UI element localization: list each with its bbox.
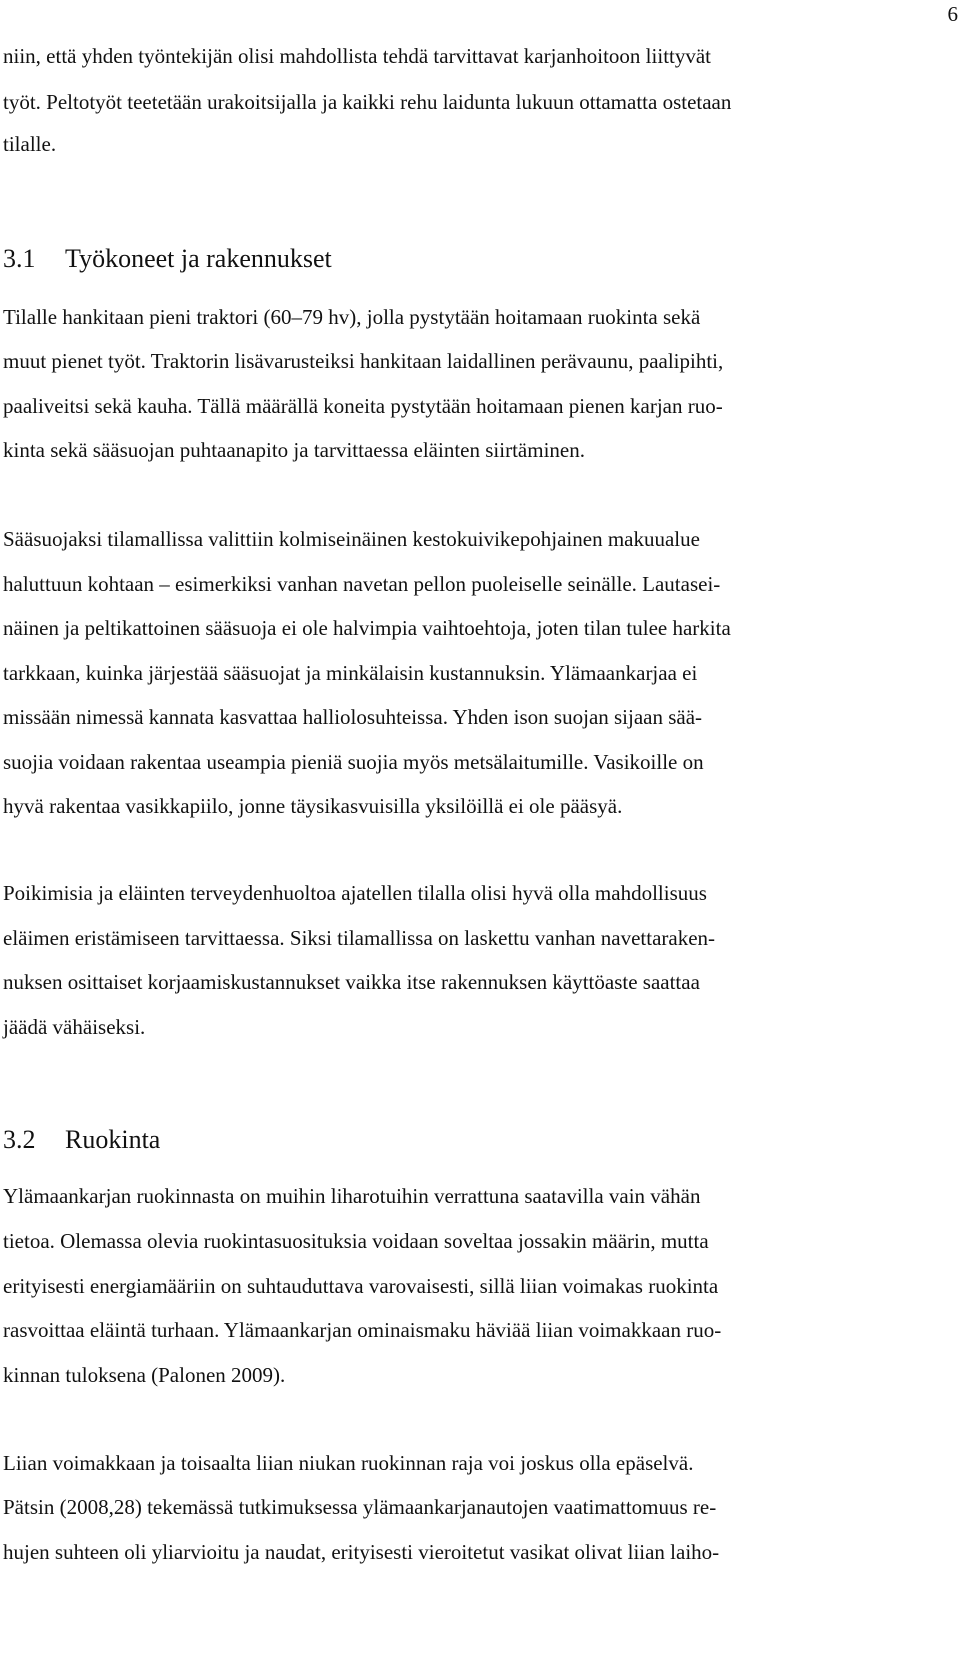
- section-heading-3-2: [3, 1125, 160, 1155]
- section-title: Työkoneet ja rakennukset: [65, 244, 332, 273]
- paragraph-line: hujen suhteen oli yliarvioitu ja naudat, erityisesti vieroitetut vasikat olivat liian laiho-: [3, 1540, 720, 1564]
- paragraph-line: Sääsuojaksi tilamallissa valittiin kolmiseinäinen kestokuivikepohjainen makuualue: [3, 527, 700, 551]
- paragraph-line: kinnan tuloksena (Palonen 2009).: [3, 1363, 286, 1387]
- paragraph-line: Ylämaankarjan ruokinnasta on muihin liharotuihin verrattuna saatavilla vain vähän: [3, 1184, 701, 1208]
- paragraph-line: tietoa. Olemassa olevia ruokintasuosituksia voidaan soveltaa jossakin määrin, mutta: [3, 1229, 709, 1253]
- section-number: 3.2: [3, 1125, 36, 1154]
- paragraph-line: Tilalle hankitaan pieni traktori (60–79 hv), jolla pystytään hoitamaan ruokinta sekä: [3, 305, 701, 329]
- paragraph-line: rasvoittaa eläintä turhaan. Ylämaankarjan ominaismaku häviää liian voimakkaan ruo-: [3, 1318, 722, 1342]
- paragraph-line: paaliveitsi sekä kauha. Tällä määrällä koneita pystytään hoitamaan pienen karjan ruo-: [3, 394, 723, 418]
- paragraph-line: jäädä vähäiseksi.: [3, 1015, 146, 1039]
- intro-line: työt. Peltotyöt teetetään urakoitsijalla ja kaikki rehu laidunta lukuun ottamatta ostetaan: [3, 90, 732, 114]
- section-heading-3-1: [3, 244, 332, 274]
- paragraph-line: näinen ja peltikattoinen sääsuoja ei ole halvimpia vaihtoehtoja, joten tilan tulee harkita: [3, 616, 731, 640]
- paragraph-line: tarkkaan, kuinka järjestää sääsuojat ja minkälaisin kustannuksin. Ylämaankarjaa ei: [3, 661, 698, 685]
- paragraph-line: Pätsin (2008,28) tekemässä tutkimuksessa ylämaankarjanautojen vaatimattomuus re-: [3, 1495, 717, 1519]
- section-number: 3.1: [3, 244, 36, 273]
- section-title: Ruokinta: [65, 1125, 161, 1154]
- intro-line: niin, että yhden työntekijän olisi mahdollista tehdä tarvittavat karjanhoitoon liittyvät: [3, 44, 712, 68]
- paragraph-line: Liian voimakkaan ja toisaalta liian niukan ruokinnan raja voi joskus olla epäselvä.: [3, 1451, 694, 1475]
- paragraph-line: erityisesti energiamääriin on suhtauduttava varovaisesti, sillä liian voimakas ruokinta: [3, 1274, 719, 1298]
- intro-line: tilalle.: [3, 132, 57, 156]
- paragraph-line: nuksen osittaiset korjaamiskustannukset vaikka itse rakennuksen käyttöaste saattaa: [3, 970, 700, 994]
- paragraph-line: missään nimessä kannata kasvattaa halliolosuhteissa. Yhden ison suojan sijaan sää-: [3, 705, 703, 729]
- paragraph-line: muut pienet työt. Traktorin lisävarusteiksi hankitaan laidallinen perävaunu, paalipihti,: [3, 349, 724, 373]
- page-number: 6: [947, 2, 958, 26]
- paragraph-line: kinta sekä sääsuojan puhtaanapito ja tarvittaessa eläinten siirtäminen.: [3, 438, 585, 462]
- paragraph-line: eläimen eristämiseen tarvittaessa. Siksi tilamallissa on laskettu vanhan navettaraken-: [3, 926, 716, 950]
- paragraph-line: Poikimisia ja eläinten terveydenhuoltoa ajatellen tilalla olisi hyvä olla mahdollisuus: [3, 881, 707, 905]
- paragraph-line: haluttuun kohtaan – esimerkiksi vanhan navetan pellon puoleiselle seinälle. Lautasei-: [3, 572, 721, 596]
- paragraph-line: hyvä rakentaa vasikkapiilo, jonne täysikasvuisilla yksilöillä ei ole pääsyä.: [3, 794, 623, 818]
- paragraph-line: suojia voidaan rakentaa useampia pieniä suojia myös metsälaitumille. Vasikoille on: [3, 750, 704, 774]
